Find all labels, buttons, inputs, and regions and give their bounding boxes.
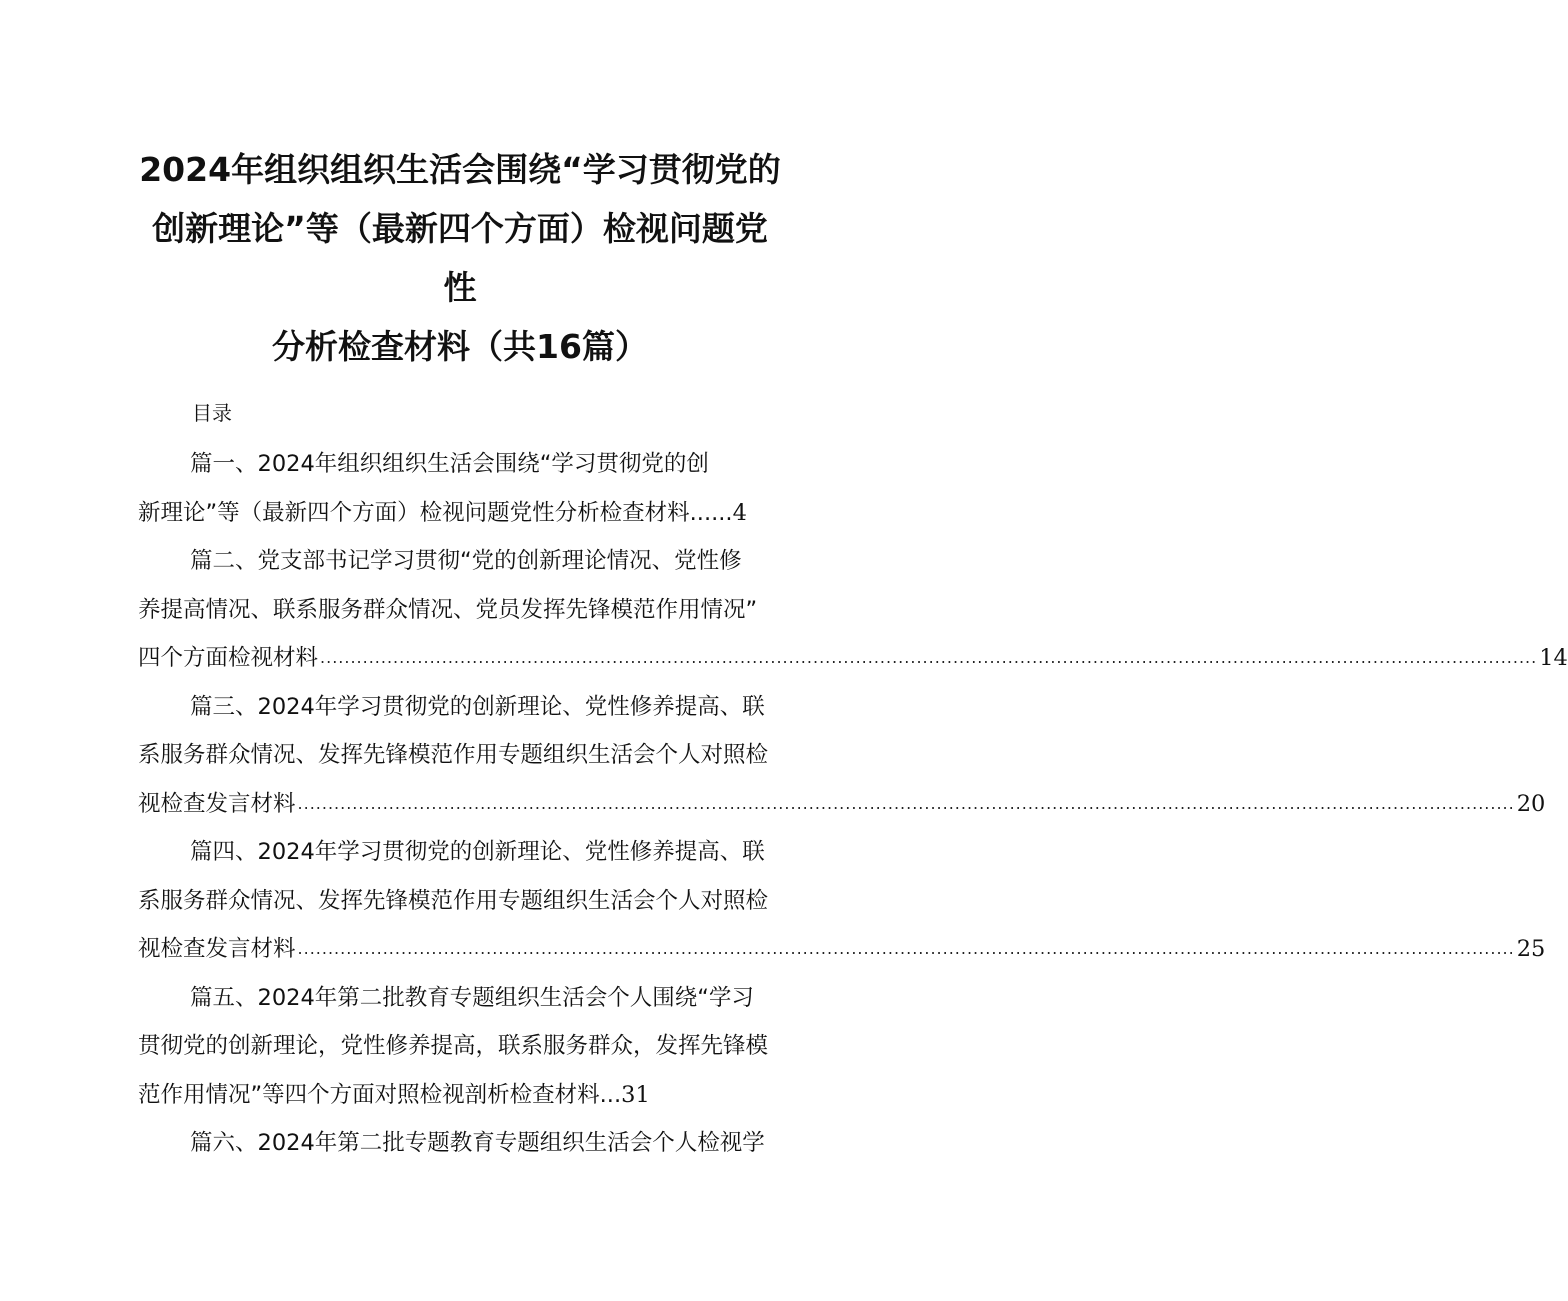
- toc-entry-line: [138, 1022, 788, 1071]
- toc-entry-text: 篇一、2024年组织组织生活会围绕“学习贯彻党的创: [190, 451, 709, 477]
- toc-entry-text: 视检查发言材料: [138, 936, 296, 962]
- toc-entry-text: 篇二、党支部书记学习贯彻“党的创新理论情况、党性修: [190, 548, 742, 574]
- toc-entry-line: [138, 489, 788, 538]
- toc-entry-text: 系服务群众情况、发挥先锋模范作用专题组织生活会个人对照检: [138, 887, 769, 914]
- toc-entry-line: [138, 974, 788, 1023]
- toc-leader-dots: ........................................................................................................................................................................................................: [297, 793, 1515, 813]
- toc-entry-line: [138, 780, 1546, 829]
- toc-page-number: 20: [1516, 790, 1546, 817]
- toc-entry[interactable]: [138, 440, 788, 537]
- table-of-contents: [138, 440, 1568, 1168]
- toc-entry-line: [138, 586, 788, 635]
- toc-entry-line: [138, 1071, 788, 1120]
- toc-entry[interactable]: [138, 828, 1546, 974]
- title-line-4: 分析检查材料（共16篇）: [272, 327, 648, 366]
- toc-entry-text: 视检查发言材料: [138, 790, 296, 817]
- toc-entry-text: 篇三、2024年学习贯彻党的创新理论、党性修养提高、联: [190, 693, 765, 720]
- toc-page-number: 4: [732, 499, 747, 526]
- toc-entry-line: [138, 877, 788, 926]
- title-line-1: 2024年组织组织生活会围绕“学习贯彻党的: [139, 150, 781, 189]
- toc-entry-line: [138, 925, 1546, 974]
- toc-leader-dots: ........................................................................................................................................................................................................: [297, 939, 1515, 958]
- toc-entry-text: 篇五、2024年第二批教育专题组织生活会个人围绕“学习: [190, 984, 754, 1011]
- toc-page-number: 31: [621, 1081, 650, 1108]
- toc-entry-text: 新理论”等（最新四个方面）检视问题党性分析检查材料......: [138, 499, 733, 526]
- title-line-2: 创新理论”等（最新四个方面）检视问题党: [152, 209, 768, 248]
- toc-entry-text: 篇六、2024年第二批专题教育专题组织生活会个人检视学: [190, 1130, 765, 1156]
- toc-entry-text: 贯彻党的创新理论，党性修养提高，联系服务群众，发挥先锋模: [138, 1033, 769, 1059]
- toc-entry[interactable]: [138, 537, 1568, 683]
- toc-entry-line: [138, 440, 788, 489]
- toc-heading: 目录: [192, 401, 232, 425]
- toc-entry-line: [138, 828, 788, 877]
- document-title: [130, 140, 790, 376]
- toc-entry-line: [138, 683, 788, 732]
- toc-page-number: 14: [1539, 645, 1568, 671]
- toc-entry-line: [138, 634, 1568, 683]
- toc-entry-line: [138, 537, 788, 586]
- toc-page-number: 25: [1516, 936, 1546, 962]
- toc-leader-dots: ........................................................................................................................................................................................................: [320, 648, 1538, 667]
- toc-entry-text: 范作用情况”等四个方面对照检视剖析检查材料...: [138, 1081, 622, 1108]
- toc-entry-text: 系服务群众情况、发挥先锋模范作用专题组织生活会个人对照检: [138, 742, 769, 768]
- toc-entry-text: 四个方面检视材料: [138, 645, 319, 671]
- toc-entry-line: [138, 1119, 788, 1168]
- toc-entry[interactable]: [138, 683, 1546, 829]
- toc-entry-line: [138, 731, 788, 780]
- toc-entry[interactable]: [138, 1119, 788, 1168]
- toc-entry-text: 篇四、2024年学习贯彻党的创新理论、党性修养提高、联: [190, 839, 765, 865]
- toc-entry[interactable]: [138, 974, 788, 1120]
- toc-entry-text: 养提高情况、联系服务群众情况、党员发挥先锋模范作用情况”: [138, 596, 758, 623]
- title-line-3: 性: [443, 268, 477, 307]
